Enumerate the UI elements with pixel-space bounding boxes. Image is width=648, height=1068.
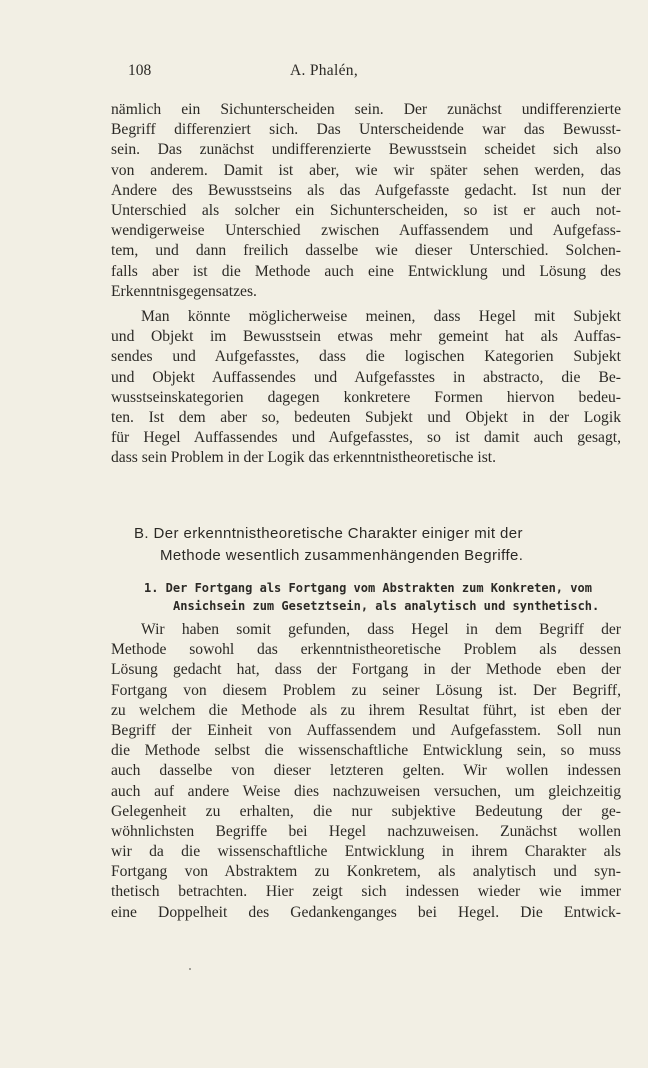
- text-line: Man könnte möglicherweise meinen, dass Hegel mit Subjekt: [141, 308, 621, 325]
- text-line: nämlich ein Sichunterscheiden sein. Der zunächst undifferenzierte: [111, 101, 621, 118]
- text-line: Begriff der Einheit von Auffassendem und Aufgefasstem. Soll nun: [111, 721, 621, 739]
- text-line: dass sein Problem in der Logik das erkenntnistheoretische ist.: [111, 449, 497, 467]
- section-heading: [134, 523, 614, 567]
- text-line: Andere des Bewusstseins als das Aufgefasste gedacht. Ist nun der: [111, 181, 621, 199]
- text-line: von anderem. Damit ist aber, wie wir später sehen werden, das: [111, 161, 621, 179]
- text-line: falls aber ist die Methode auch eine Entwicklung und Lösung des: [111, 262, 621, 280]
- section-heading-line: Methode wesentlich zusammenhängenden Begriffe.: [160, 547, 524, 564]
- text-line: wir da die wissenschaftliche Entwicklung in ihrem Charakter als: [111, 843, 621, 861]
- text-line: thetisch betrachten. Hier zeigt sich indessen wieder wie immer: [111, 883, 621, 901]
- text-line: sendes und Aufgefasstes, dass die logischen Kategorien Subjekt: [111, 348, 621, 366]
- subsection-heading-line: 1. Der Fortgang als Fortgang vom Abstrakten zum Konkreten, vom: [144, 581, 592, 595]
- text-line: Lösung gedacht hat, dass der Fortgang in der Methode eben der: [111, 661, 621, 679]
- text-line: wöhnlichsten Begriffe bei Hegel nachzuweisen. Zunächst wollen: [111, 822, 621, 840]
- paragraph-2: [111, 307, 621, 469]
- text-line: Unterschied als solcher ein Sichunterscheiden, so ist er auch not-: [111, 201, 621, 219]
- text-line: und Objekt Auffassendes und Aufgefasstes in abstracto, die Be-: [111, 368, 621, 386]
- running-title: A. Phalén,: [289, 62, 358, 79]
- page-number: 108: [128, 62, 152, 79]
- text-line: wusstseinskategorien dagegen konkretere Formen hiervon bedeu-: [111, 388, 621, 406]
- text-line: ten. Ist dem aber so, bedeuten Subjekt und Objekt in der Logik: [111, 408, 621, 426]
- subsection-heading: [144, 579, 604, 615]
- paragraph-3: [111, 620, 621, 923]
- text-line: wendigerweise Unterschied zwischen Auffassendem und Aufgefass-: [111, 222, 621, 240]
- page-header: [0, 62, 648, 84]
- text-line: zu welchem die Methode als zu ihrem Resultat führt, ist eben der: [111, 701, 621, 719]
- section-heading-line: B. Der erkenntnistheoretische Charakter einiger mit der: [134, 525, 523, 542]
- paper-speck: [189, 968, 191, 970]
- text-line: Methode sowohl das erkenntnistheoretische Problem als dessen: [111, 641, 621, 659]
- text-line: die Methode selbst die wissenschaftliche Entwicklung sein, so muss: [111, 742, 621, 760]
- text-line: Erkenntnisgegensatzes.: [111, 282, 257, 300]
- text-line: eine Doppelheit des Gedankenganges bei Hegel. Die Entwick-: [111, 903, 621, 921]
- subsection-heading-line: Ansichsein zum Gesetztsein, als analytisch und synthetisch.: [173, 599, 600, 613]
- text-line: Wir haben somit gefunden, dass Hegel in dem Begriff der: [141, 621, 621, 638]
- text-line: für Hegel Auffassendes und Aufgefasstes, so ist damit auch gesagt,: [111, 429, 621, 447]
- text-line: auch dasselbe von dieser letzteren gelten. Wir wollen indessen: [111, 762, 621, 780]
- text-line: Fortgang von diesem Problem zu seiner Lösung ist. Der Begriff,: [111, 681, 621, 699]
- text-line: Begriff differenziert sich. Das Unterscheidende war das Bewusst-: [111, 121, 621, 139]
- text-line: und Objekt im Bewusstsein etwas mehr gemeint hat als Auffas-: [111, 328, 621, 346]
- text-line: auch auf andere Weise dies nachzuweisen versuchen, um gleichzeitig: [111, 782, 621, 800]
- paragraph-1: [111, 100, 621, 302]
- text-line: Fortgang von Abstraktem zu Konkretem, als analytisch und syn-: [111, 863, 621, 881]
- text-line: tem, und dann freilich dasselbe wie dieser Unterschied. Solchen-: [111, 242, 621, 260]
- text-line: sein. Das zunächst undifferenzierte Bewusstsein scheidet sich also: [111, 141, 621, 159]
- text-line: Gelegenheit zu erhalten, die nur subjektive Bedeutung der ge-: [111, 802, 621, 820]
